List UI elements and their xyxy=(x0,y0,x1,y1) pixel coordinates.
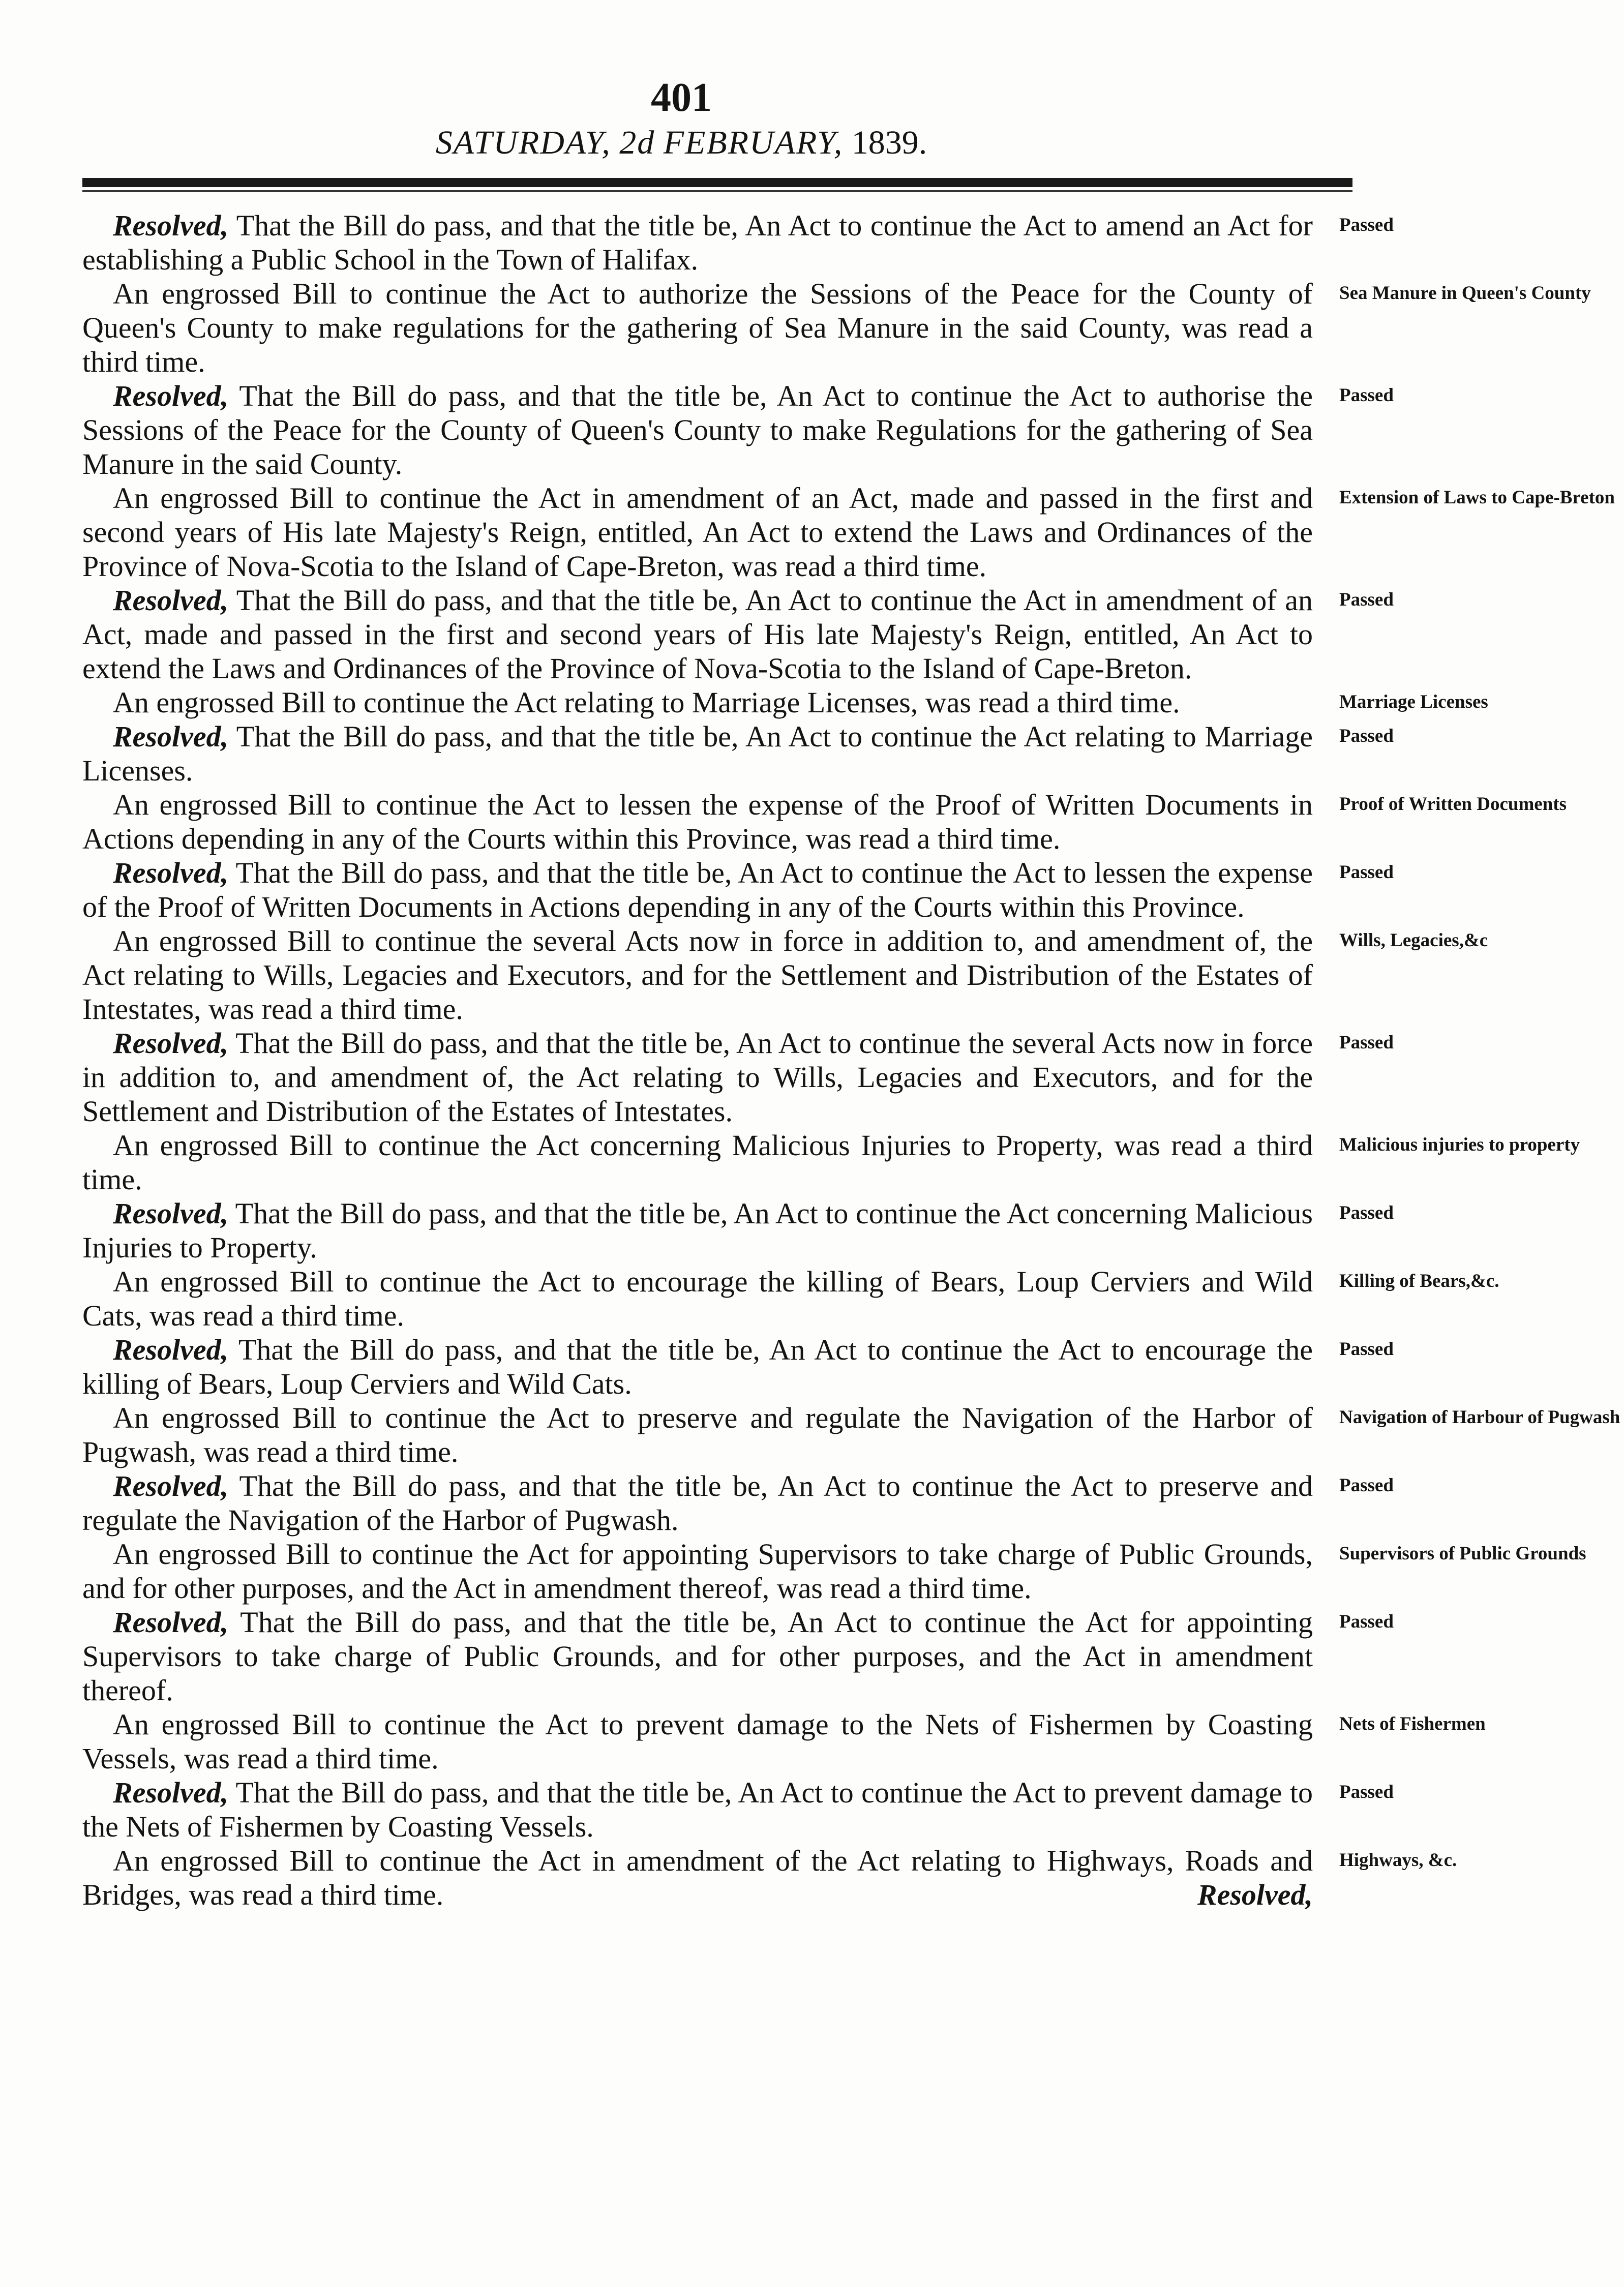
bill-entry xyxy=(82,1401,1620,1469)
margin-note: Navigation of Harbour of Pugwash xyxy=(1339,1407,1620,1428)
entry-text xyxy=(82,1128,1323,1196)
header-day: SATURDAY, xyxy=(435,124,611,161)
entry-body: An engrossed Bill to continue the several Acts now in force in addition to, and amendment of, the Act relating to Wills, Legacies and Executors, and for the Settlement and Distribution of the Estates of Intestates, was read a third time. xyxy=(82,924,1313,1026)
entry-body: That the Bill do pass, and that the title be, An Act to continue the several Acts now in force in addition to, and amendment of, the Act relating to Wills, Legacies and Executors, and for the Settlement and Distribution of the Estates of Intestates. xyxy=(82,1027,1313,1128)
entry-text xyxy=(82,1333,1323,1401)
margin-note: Passed xyxy=(1339,1782,1394,1802)
entry-text xyxy=(82,1605,1323,1707)
margin-note: Extension of Laws to Cape-Breton xyxy=(1339,487,1615,508)
resolved-prefix: Resolved, xyxy=(113,1776,229,1809)
resolution-entry xyxy=(82,208,1394,277)
entry-text xyxy=(82,1265,1323,1333)
margin-note: Killing of Bears,&c. xyxy=(1339,1271,1499,1291)
resolution-entry xyxy=(82,1333,1394,1401)
entry-body: An engrossed Bill to continue the Act to encourage the killing of Bears, Loup Cerviers and Wild Cats, was read a third time. xyxy=(82,1265,1313,1332)
entry-text xyxy=(82,1844,1323,1912)
resolution-entry xyxy=(82,379,1394,481)
margin-note: Passed xyxy=(1339,1611,1394,1632)
bill-entry xyxy=(82,481,1615,583)
margin-note: Proof of Written Documents xyxy=(1339,794,1567,815)
entry-text xyxy=(82,719,1323,788)
entry-body: An engrossed Bill to continue the Act in amendment of the Act relating to Highways, Roads and Bridges, was read a third time. xyxy=(82,1844,1313,1911)
entry-body: An engrossed Bill to continue the Act to lessen the expense of the Proof of Written Documents in Actions depending in any of the Courts within this Province, was read a third time. xyxy=(82,788,1313,855)
margin-note: Passed xyxy=(1339,1032,1394,1053)
resolved-prefix: Resolved, xyxy=(113,1197,229,1230)
entry-body: That the Bill do pass, and that the title be, An Act to continue the Act to lessen the expense of the Proof of Written Documents in Actions depending in any of the Courts within this Province. xyxy=(82,856,1313,923)
resolved-prefix: Resolved, xyxy=(113,584,229,617)
entry-body: An engrossed Bill to continue the Act to authorize the Sessions of the Peace for the County of Queen's County to make regulations for the gathering of Sea Manure in the said County, was read a third time. xyxy=(82,277,1313,378)
resolved-prefix: Resolved, xyxy=(113,209,229,242)
bill-entry xyxy=(82,1707,1486,1776)
entry-text xyxy=(82,685,1323,719)
margin-note: Wills, Legacies,&c xyxy=(1339,930,1488,951)
entry-text xyxy=(82,1469,1323,1537)
entry-body: That the Bill do pass, and that the title be, An Act to continue the Act to preserve and regulate the Navigation of the Harbor of Pugwash. xyxy=(82,1469,1313,1537)
page-number: 401 xyxy=(651,75,712,120)
bill-entry xyxy=(82,924,1488,1026)
entry-text xyxy=(82,583,1323,685)
bill-entry xyxy=(82,277,1591,379)
entry-text xyxy=(82,208,1323,277)
margin-note: Passed xyxy=(1339,385,1394,406)
entry-text xyxy=(82,277,1323,379)
margin-note: Passed xyxy=(1339,1202,1394,1223)
entry-body: That the Bill do pass, and that the title be, An Act to continue the Act to amend an Act for establishing a Public School in the Town of Halifax. xyxy=(82,209,1313,276)
entry-text xyxy=(82,1537,1323,1605)
entry-body: An engrossed Bill to continue the Act for appointing Supervisors to take charge of Public Grounds, and for other purposes, and the Act in amendment thereof, was read a third time. xyxy=(82,1538,1313,1605)
entry-text xyxy=(82,1196,1323,1265)
header-month: FEBRUARY, xyxy=(663,124,844,161)
entry-body: That the Bill do pass, and that the title be, An Act to continue the Act to authorise the Sessions of the Peace for the County of Queen's County to make Regulations for the gathering of Sea Manure in the said County. xyxy=(82,379,1313,480)
margin-note: Sea Manure in Queen's County xyxy=(1339,283,1591,304)
margin-note: Passed xyxy=(1339,1339,1394,1360)
entry-body: That the Bill do pass, and that the title be, An Act to continue the Act for appointing Supervisors to take charge of Public Grounds, and for other purposes, and the Act in amendment thereof. xyxy=(82,1606,1313,1707)
resolved-prefix: Resolved, xyxy=(113,720,229,753)
margin-note: Marriage Licenses xyxy=(1339,691,1488,712)
bill-entry xyxy=(82,1537,1586,1605)
resolution-entry xyxy=(82,719,1394,788)
header-year: 1839. xyxy=(851,124,927,161)
resolution-entry xyxy=(82,583,1394,685)
margin-note: Passed xyxy=(1339,1475,1394,1496)
margin-note: Supervisors of Public Grounds xyxy=(1339,1543,1586,1564)
entry-text xyxy=(82,788,1323,856)
bill-entry xyxy=(82,1265,1499,1333)
entry-body: That the Bill do pass, and that the title be, An Act to continue the Act to prevent damage to the Nets of Fishermen by Coasting Vessels. xyxy=(82,1776,1313,1843)
margin-note: Passed xyxy=(1339,726,1394,746)
entry-body: An engrossed Bill to continue the Act to preserve and regulate the Navigation of the Harbor of Pugwash, was read a third time. xyxy=(82,1401,1313,1468)
resolved-prefix: Resolved, xyxy=(113,379,229,412)
entry-text xyxy=(82,1776,1323,1844)
margin-note: Nets of Fishermen xyxy=(1339,1713,1486,1734)
resolved-prefix: Resolved, xyxy=(113,1333,229,1366)
resolution-entry xyxy=(82,856,1394,924)
page-header-date xyxy=(0,126,1363,160)
resolved-prefix: Resolved, xyxy=(113,1606,229,1639)
margin-note: Highways, &c. xyxy=(1339,1850,1457,1871)
catchword: Resolved, xyxy=(1197,1878,1313,1911)
bill-entry xyxy=(82,788,1567,856)
entry-text xyxy=(82,924,1323,1026)
entry-text xyxy=(82,1026,1323,1128)
entry-text xyxy=(82,1401,1323,1469)
bill-entry xyxy=(82,685,1488,719)
entry-text xyxy=(82,1707,1323,1776)
header-date-number: 2d xyxy=(619,124,655,161)
entry-body: An engrossed Bill to continue the Act concerning Malicious Injuries to Property, was read a third time. xyxy=(82,1129,1313,1196)
entry-body: An engrossed Bill to continue the Act relating to Marriage Licenses, was read a third time. xyxy=(113,686,1180,719)
entry-text xyxy=(82,379,1323,481)
entry-text xyxy=(82,856,1323,924)
entry-body: That the Bill do pass, and that the title be, An Act to continue the Act in amendment of an Act, made and passed in the first and second years of His late Majesty's Reign, entitled, An Act to extend the Laws and Ordinances of the Province of Nova-Scotia to the Island of Cape-Breton. xyxy=(82,584,1313,685)
entry-body: That the Bill do pass, and that the title be, An Act to continue the Act concerning Malicious Injuries to Property. xyxy=(82,1197,1313,1264)
margin-note: Passed xyxy=(1339,589,1394,610)
resolved-prefix: Resolved, xyxy=(113,1027,229,1060)
margin-note: Passed xyxy=(1339,862,1394,883)
entry-body: That the Bill do pass, and that the title be, An Act to continue the Act to encourage the killing of Bears, Loup Cerviers and Wild Cats. xyxy=(82,1333,1313,1400)
resolved-prefix: Resolved, xyxy=(113,1469,229,1502)
bill-entry xyxy=(82,1128,1580,1196)
header-rule-thin xyxy=(82,190,1352,192)
resolved-prefix: Resolved, xyxy=(113,856,229,889)
header-rule-thick xyxy=(82,178,1352,187)
resolution-entry xyxy=(82,1605,1394,1707)
entry-body: An engrossed Bill to continue the Act to prevent damage to the Nets of Fishermen by Coasting Vessels, was read a third time. xyxy=(82,1708,1313,1775)
margin-note: Malicious injuries to property xyxy=(1339,1134,1580,1155)
entry-body: An engrossed Bill to continue the Act in amendment of an Act, made and passed in the first and second years of His late Majesty's Reign, entitled, An Act to extend the Laws and Ordinances of the Province of Nova-Scotia to the Island of Cape-Breton, was read a third time. xyxy=(82,482,1313,583)
journal-body xyxy=(82,208,1620,1912)
resolution-entry xyxy=(82,1026,1394,1128)
bill-entry xyxy=(82,1844,1457,1912)
resolution-entry xyxy=(82,1469,1394,1537)
margin-note: Passed xyxy=(1339,215,1394,235)
resolution-entry xyxy=(82,1776,1394,1844)
entry-body: That the Bill do pass, and that the title be, An Act to continue the Act relating to Marriage Licenses. xyxy=(82,720,1313,787)
resolution-entry xyxy=(82,1196,1394,1265)
entry-text xyxy=(82,481,1323,583)
